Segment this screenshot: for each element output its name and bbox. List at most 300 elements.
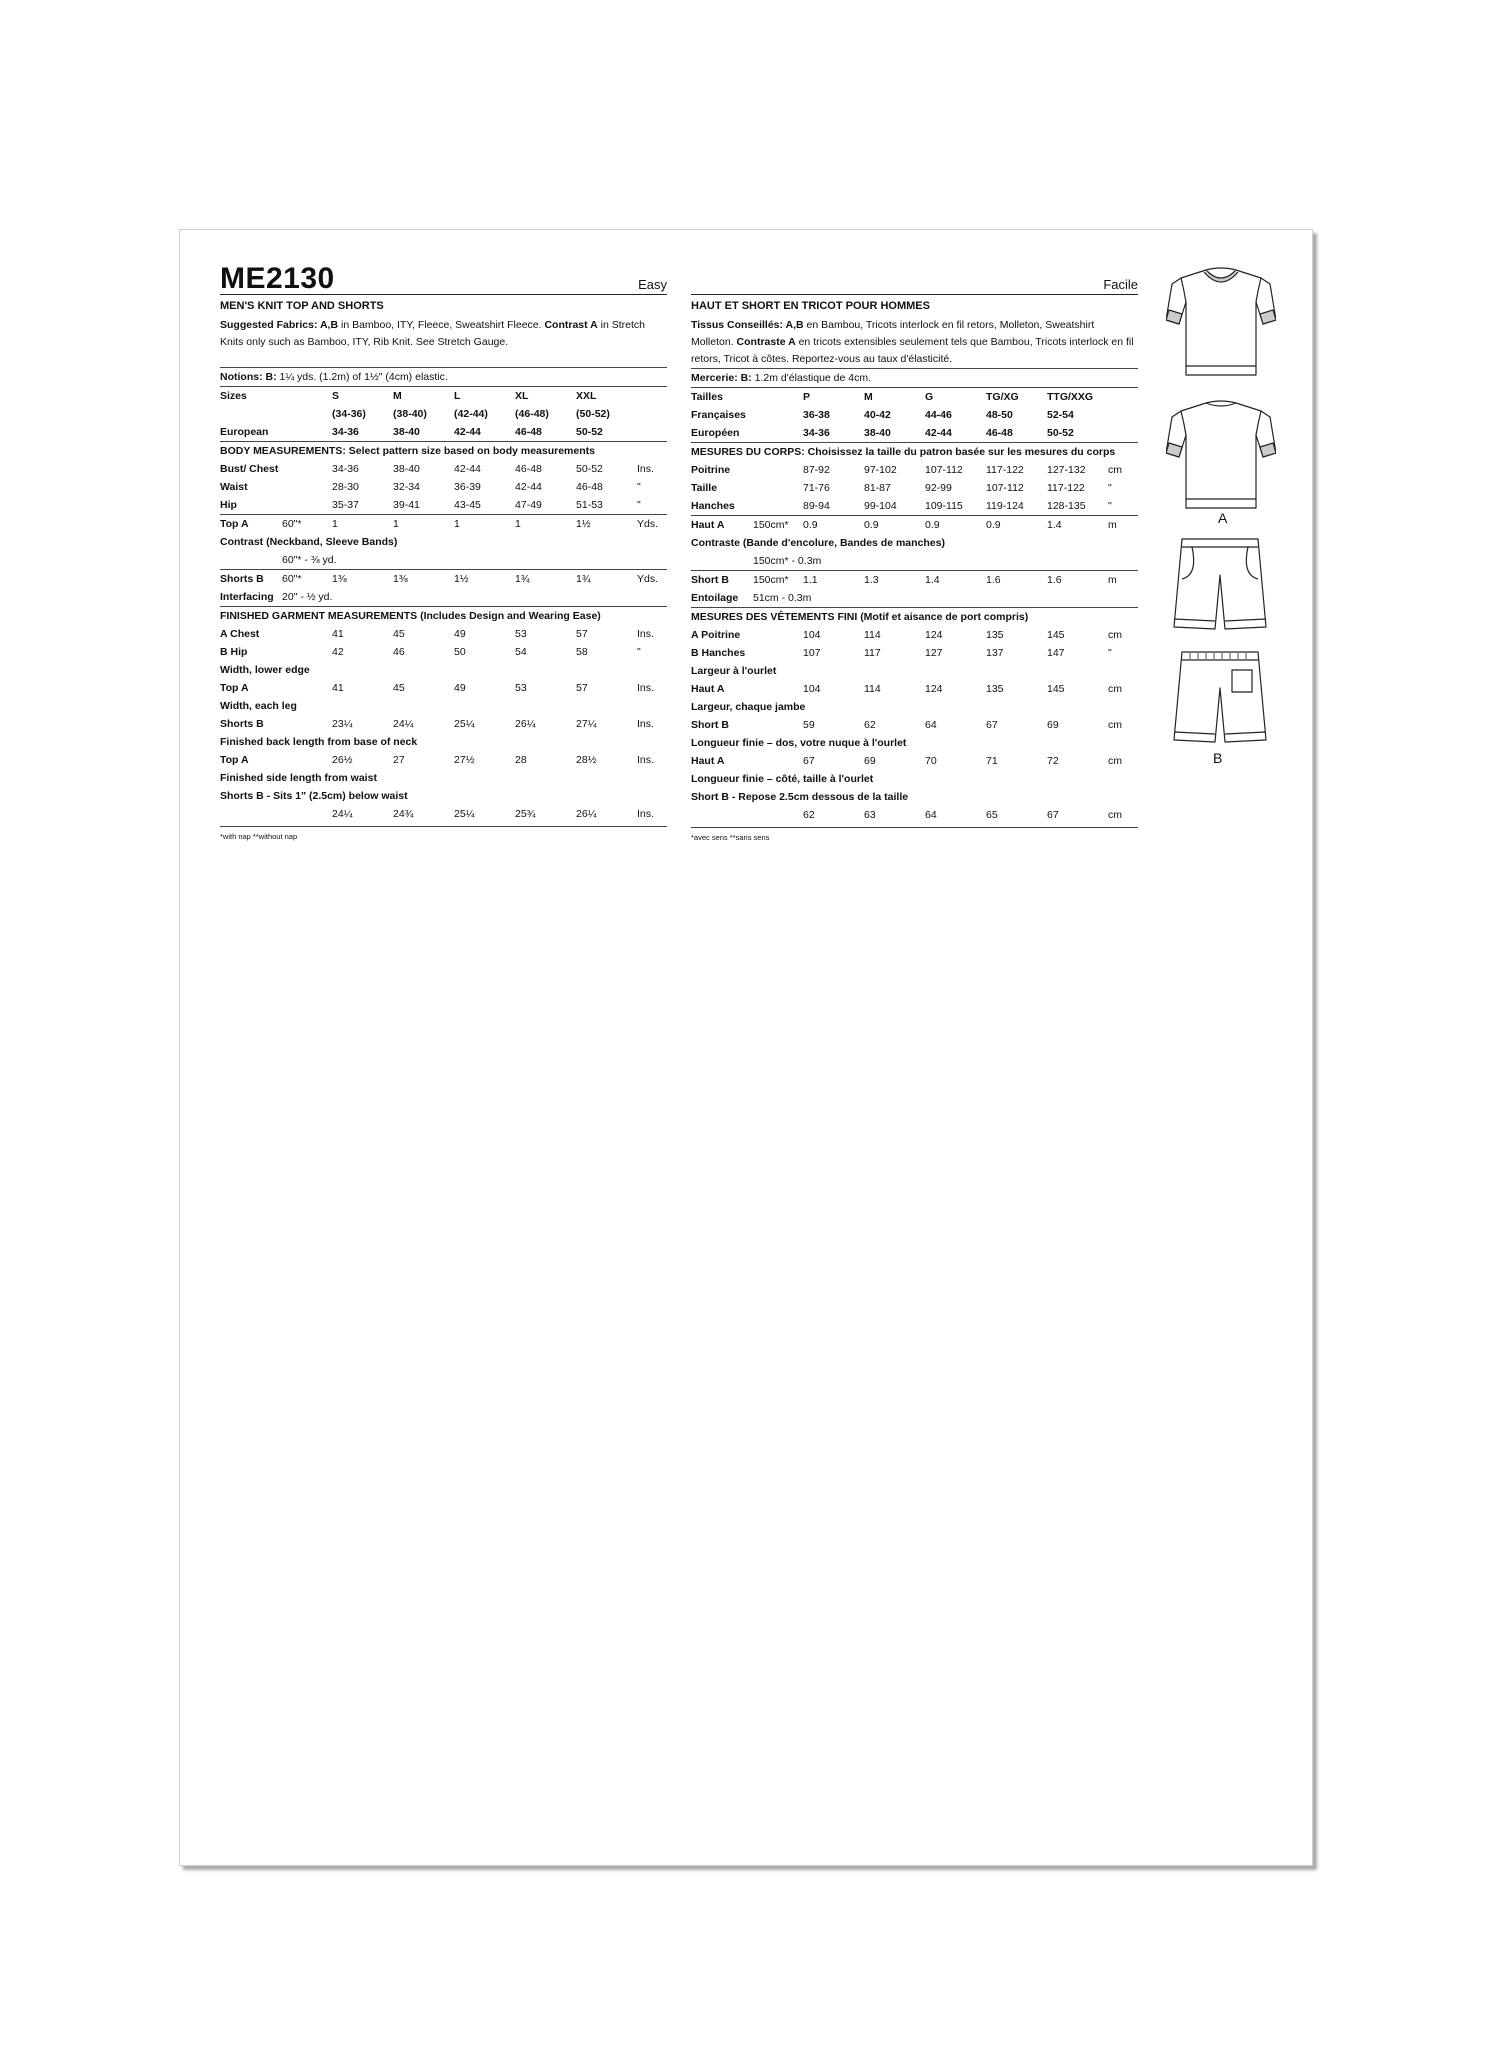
value-cell: 1.4 (1047, 516, 1108, 535)
european-cell: 38-40 (393, 426, 420, 438)
value-cell: 62 (864, 719, 876, 731)
value-cell: 107 (803, 647, 821, 659)
value-cell: 145 (1047, 629, 1065, 641)
row-label: Top A (220, 754, 249, 766)
row-label: B Hip (220, 646, 248, 658)
row-label: Longueur finie – côté, taille à l'ourlet (691, 773, 874, 785)
value-cell: 1 (515, 515, 576, 534)
fabrics-text: en Bambou, Tricots interlock en fil retors, Molleton, Sweatshirt Molleton. (691, 319, 1095, 348)
footnote: *avec sens **sans sens (691, 827, 1138, 842)
top-front-icon (1166, 262, 1276, 377)
unit-cell: Ins. (637, 463, 654, 475)
value-cell: 45 (393, 682, 405, 694)
european-row (220, 423, 667, 442)
contrast-text: in Stretch Knits only such as Bamboo, ITY, Rib Knit. See Stretch Gauge. (220, 319, 646, 348)
value-cell: 65 (986, 809, 998, 821)
value-cell: 41 (332, 628, 344, 640)
interfacing-row (220, 588, 667, 607)
value-cell: 1.3 (864, 571, 925, 590)
value-cell: 114 (864, 683, 881, 695)
french-column (691, 264, 1138, 842)
row-label: Largeur, chaque jambe (691, 701, 806, 713)
value-cell: 42-44 (515, 481, 542, 493)
value-cell: 25¼ (454, 808, 475, 820)
value-cell: 34-36 (332, 463, 359, 475)
european-cell: 34-36 (803, 427, 830, 439)
value-cell: 145 (1047, 683, 1065, 695)
value-cell: 109-115 (925, 500, 963, 512)
european-label: European (220, 426, 269, 438)
row-label: Width, lower edge (220, 664, 310, 676)
value-cell: 32-34 (393, 481, 420, 493)
row-label: Shorts B - Sits 1" (2.5cm) below waist (220, 790, 408, 802)
value-cell: 128-135 (1047, 500, 1086, 512)
contrast-value-row (691, 552, 1138, 571)
value-cell: 59 (803, 719, 815, 731)
unit-cell: m (1108, 516, 1138, 535)
bust-row (691, 461, 1138, 479)
unit-cell: cm (1108, 464, 1122, 476)
fabric-suggestions (220, 317, 667, 351)
notions-label: Mercerie: B: (691, 372, 752, 384)
size-sub-cell: 36-38 (803, 409, 830, 421)
value-cell: 46-48 (576, 481, 603, 493)
value-cell: 67 (803, 755, 815, 767)
unit-cell: cm (1108, 629, 1122, 641)
value-cell: 1 (393, 515, 454, 534)
value-cell: 1.4 (925, 571, 986, 590)
value-cell: 99-104 (864, 500, 897, 512)
row-label: Shorts B (220, 718, 264, 730)
back-length-heading-row (691, 734, 1138, 752)
value-cell: 119-124 (986, 500, 1024, 512)
value-cell: 26¼ (515, 718, 536, 730)
value-cell: 1⅜ (393, 570, 454, 589)
value-cell: 1½ (576, 515, 637, 534)
value-cell: 42-44 (454, 463, 481, 475)
row-label: Contraste (Bande d'encolure, Bandes de manches) (691, 537, 945, 549)
unit-cell: Yds. (637, 515, 667, 534)
notions-text: 1¼ yds. (1.2m) of 1½" (4cm) elastic. (276, 371, 448, 383)
value-cell: 107-112 (925, 464, 963, 476)
row-label: Haut A (691, 683, 725, 695)
value-cell: 24¾ (393, 808, 414, 820)
row-label: Entoilage (691, 592, 739, 604)
value-cell: 62 (803, 809, 815, 821)
value-cell: 41 (332, 682, 344, 694)
value-cell: 67 (986, 719, 998, 731)
english-column (220, 264, 667, 841)
shorts-back-icon (1170, 648, 1270, 748)
hip-row (691, 497, 1138, 516)
row-label: Haut A (691, 516, 753, 535)
value-cell: 69 (864, 755, 876, 767)
value-cell: 67 (1047, 809, 1059, 821)
width-leg-shorts-b-row (220, 715, 667, 733)
size-sub-cell: (46-48) (515, 408, 549, 420)
waist-row (220, 478, 667, 496)
garment-title: HAUT ET SHORT EN TRICOT POUR HOMMES (691, 300, 930, 312)
value-cell: 58 (576, 646, 588, 658)
row-label: Bust/ Chest (220, 463, 279, 475)
width-leg-shorts-b-row (691, 716, 1138, 734)
side-length-shorts-b-label-row (691, 788, 1138, 806)
unit-cell: cm (1108, 755, 1122, 767)
value-cell: 46-48 (515, 463, 542, 475)
value-cell: 71 (986, 755, 998, 767)
value-cell: 1 (332, 515, 393, 534)
shorts-b-yardage-row (691, 571, 1138, 590)
row-label: Taille (691, 482, 718, 494)
value-cell: 24¼ (393, 718, 414, 730)
side-length-shorts-b-label-row (220, 787, 667, 805)
finished-measurements-heading (691, 608, 1138, 627)
row-label: Shorts B (220, 570, 282, 589)
european-label: Européen (691, 427, 740, 439)
value-cell: 64 (925, 719, 937, 731)
hip-row (220, 496, 667, 515)
size-cell: TG/XG (986, 391, 1019, 403)
value-cell: 117 (864, 647, 881, 659)
waist-row (691, 479, 1138, 497)
back-length-top-a-row (220, 751, 667, 769)
value-cell: 27½ (454, 754, 475, 766)
notions (220, 367, 667, 387)
sizes-sub-label: Françaises (691, 409, 746, 421)
value-cell: 50-52 (576, 463, 603, 475)
a-chest-row (691, 626, 1138, 644)
european-cell: 42-44 (925, 427, 952, 439)
width-lower-top-a-row (220, 679, 667, 697)
value-cell: 49 (454, 628, 466, 640)
side-length-shorts-b-row (691, 806, 1138, 824)
value-cell: 1½ (454, 570, 515, 589)
shorts-front-icon (1170, 535, 1270, 635)
fabrics-text: in Bamboo, ITY, Fleece, Sweatshirt Fleece. (338, 319, 545, 331)
value-cell: 70 (925, 755, 937, 767)
contrast-text: en tricots extensibles seulement tels que Bambou, Tricots interlock en fil retors, Tricot à côtes. Reportez-vous au taux d'élasticité. (691, 336, 1134, 365)
side-length-heading-row (691, 770, 1138, 788)
width-lower-heading-row (220, 661, 667, 679)
value-cell: 25¼ (454, 718, 475, 730)
value-cell: 53 (515, 628, 527, 640)
value-cell: 1.6 (1047, 571, 1108, 590)
value-cell: 26½ (332, 754, 353, 766)
row-label: Short B (691, 719, 729, 731)
row-label: Short B (691, 571, 753, 590)
width-lower-heading-row (691, 662, 1138, 680)
value-cell: 107-112 (986, 482, 1024, 494)
unit-cell: " (637, 646, 641, 658)
value-cell: 1.1 (803, 571, 864, 590)
value-cell: 117-122 (986, 464, 1024, 476)
row-label: Top A (220, 682, 249, 694)
row-label: Poitrine (691, 464, 731, 476)
unit-cell: " (637, 481, 641, 493)
size-sub-cell: 40-42 (864, 409, 891, 421)
value-cell: 0.9 (803, 516, 864, 535)
value-cell: 117-122 (1047, 482, 1085, 494)
unit-cell: Ins. (637, 754, 654, 766)
value-cell: 1⅜ (332, 570, 393, 589)
side-length-heading-row (220, 769, 667, 787)
value-cell: 97-102 (864, 464, 897, 476)
value-cell: 92-99 (925, 482, 952, 494)
footnote: *with nap **without nap (220, 826, 667, 841)
value-cell: 69 (1047, 719, 1059, 731)
title-bar (691, 264, 1138, 295)
b-hip-row (220, 643, 667, 661)
value-cell: 43-45 (454, 499, 481, 511)
unit-cell: Yds. (637, 570, 667, 589)
value-cell: 51-53 (576, 499, 603, 511)
value-cell: 25¾ (515, 808, 536, 820)
view-a-label: A (1218, 510, 1228, 526)
size-cell: S (332, 390, 340, 402)
value-cell: 87-92 (803, 464, 830, 476)
size-cell: XXL (576, 390, 597, 402)
value-cell: 38-40 (393, 463, 420, 475)
value-cell: 1.6 (986, 571, 1047, 590)
top-back-icon (1166, 395, 1276, 510)
fabrics-label: Suggested Fabrics: A,B (220, 319, 339, 331)
size-sub-cell: (34-36) (332, 408, 366, 420)
european-cell: 46-48 (515, 426, 542, 438)
value-cell: 64 (925, 809, 937, 821)
sizes-label: Tailles (691, 391, 723, 403)
value-cell: 135 (986, 683, 1004, 695)
value-cell: 127-132 (1047, 464, 1086, 476)
size-cell: G (925, 391, 934, 403)
value-cell: 104 (803, 683, 821, 695)
value-cell: 54 (515, 646, 527, 658)
unit-cell: cm (1108, 719, 1122, 731)
contrast-row (220, 533, 667, 551)
row-label: Interfacing (220, 591, 274, 603)
value-cell: 39-41 (393, 499, 420, 511)
unit-cell: cm (1108, 683, 1122, 695)
value-cell: 72 (1047, 755, 1059, 767)
value-cell: 1¾ (515, 570, 576, 589)
value-cell: 135 (986, 629, 1004, 641)
value-cell: 137 (986, 647, 1004, 659)
row-label: Short B - Repose 2.5cm dessous de la taille (691, 791, 909, 803)
value-cell: 50 (454, 646, 466, 658)
title-bar (220, 264, 667, 295)
unit-cell: cm (1108, 809, 1122, 821)
notions-label: Notions: B: (220, 371, 277, 383)
value-cell: 60"* - ⅜ yd. (282, 554, 337, 566)
shorts-back-drawing (1170, 648, 1270, 748)
european-cell: 42-44 (454, 426, 481, 438)
value-cell: 51cm - 0.3m (753, 592, 812, 604)
unit-cell: " (1108, 647, 1112, 659)
value-cell: 24¼ (332, 808, 353, 820)
size-cell: L (454, 390, 461, 402)
size-sub-cell: 44-46 (925, 409, 952, 421)
value-cell: 127 (925, 647, 943, 659)
row-label: Width, each leg (220, 700, 297, 712)
value-cell: 0.9 (864, 516, 925, 535)
unit-cell: Ins. (637, 718, 654, 730)
row-label: Hanches (691, 500, 735, 512)
sizes-sub-row (691, 406, 1138, 424)
row-label: Top A (220, 515, 282, 534)
value-cell: 28-30 (332, 481, 359, 493)
size-sub-cell: (42-44) (454, 408, 488, 420)
pattern-number: ME2130 (220, 262, 335, 295)
body-measurements-heading (691, 443, 1138, 462)
value-cell: 23¼ (332, 718, 353, 730)
size-cell: XL (515, 390, 529, 402)
value-cell: 47-49 (515, 499, 542, 511)
row-label: Haut A (691, 755, 725, 767)
row-label: Largeur à l'ourlet (691, 665, 777, 677)
european-cell: 50-52 (576, 426, 603, 438)
width-lower-top-a-row (691, 680, 1138, 698)
sizes-sub-row (220, 405, 667, 423)
contrast-row (691, 534, 1138, 552)
shorts-front-drawing (1170, 535, 1270, 635)
value-cell: 36-39 (454, 481, 481, 493)
row-label: Contrast (Neckband, Sleeve Bands) (220, 536, 398, 548)
notions-text: 1.2m d'élastique de 4cm. (751, 372, 872, 384)
value-cell: 0.9 (925, 516, 986, 535)
top-a-yardage-row (691, 516, 1138, 535)
value-cell: 53 (515, 682, 527, 694)
unit-cell: " (637, 499, 641, 511)
value-cell: 147 (1047, 647, 1065, 659)
fabric-suggestions (691, 317, 1138, 368)
row-label: A Chest (220, 628, 260, 640)
fabric-width: 150cm* (753, 571, 803, 590)
european-cell: 38-40 (864, 427, 891, 439)
value-cell: 28 (515, 754, 527, 766)
row-label: Waist (220, 481, 248, 493)
measurement-table (220, 387, 667, 823)
width-leg-heading-row (691, 698, 1138, 716)
value-cell: 63 (864, 809, 876, 821)
sizes-label: Sizes (220, 390, 247, 402)
value-cell: 71-76 (803, 482, 830, 494)
interfacing-row (691, 589, 1138, 608)
value-cell: 1 (454, 515, 515, 534)
view-b-label: B (1213, 750, 1223, 766)
value-cell: 114 (864, 629, 881, 641)
contrast-value-row (220, 551, 667, 570)
width-leg-heading-row (220, 697, 667, 715)
value-cell: 57 (576, 682, 588, 694)
finished-measurements-heading (220, 607, 667, 626)
fabric-width: 60"* (282, 570, 332, 589)
unit-cell: Ins. (637, 628, 654, 640)
section-heading: MESURES DU CORPS: Choisissez la taille du patron basée sur les mesures du corps (691, 443, 1138, 462)
value-cell: 150cm* - 0.3m (753, 555, 822, 567)
fabric-width: 150cm* (753, 516, 803, 535)
row-label: Hip (220, 499, 237, 511)
top-front-drawing (1166, 262, 1276, 377)
body-measurements-heading (220, 442, 667, 461)
a-chest-row (220, 625, 667, 643)
size-cell: TTG/XXG (1047, 391, 1094, 403)
contrast-label: Contrast A (544, 319, 598, 331)
size-sub-cell: (38-40) (393, 408, 427, 420)
value-cell: 28½ (576, 754, 597, 766)
back-length-heading-row (220, 733, 667, 751)
size-sub-cell: 52-54 (1047, 409, 1074, 421)
difficulty-level: Facile (1103, 277, 1138, 292)
unit-cell: " (1108, 482, 1112, 494)
value-cell: 0.9 (986, 516, 1047, 535)
sizes-row (691, 388, 1138, 406)
row-label: A Poitrine (691, 629, 741, 641)
size-cell: P (803, 391, 811, 403)
size-cell: M (864, 391, 873, 403)
row-label: Longueur finie – dos, votre nuque à l'ourlet (691, 737, 907, 749)
value-cell: 46 (393, 646, 405, 658)
value-cell: 20" - ½ yd. (282, 591, 333, 603)
european-cell: 34-36 (332, 426, 359, 438)
fabric-width: 60"* (282, 515, 332, 534)
sizes-row (220, 387, 667, 405)
notions (691, 368, 1138, 388)
value-cell: 81-87 (864, 482, 891, 494)
difficulty-level: Easy (638, 277, 667, 292)
value-cell: 1¾ (576, 570, 637, 589)
size-sub-cell: (50-52) (576, 408, 610, 420)
unit-cell: Ins. (637, 682, 654, 694)
back-length-top-a-row (691, 752, 1138, 770)
row-label: Finished back length from base of neck (220, 736, 418, 748)
fabrics-label: Tissus Conseillés: A,B (691, 319, 804, 331)
european-cell: 46-48 (986, 427, 1013, 439)
value-cell: 89-94 (803, 500, 830, 512)
row-label: Finished side length from waist (220, 772, 377, 784)
section-heading: FINISHED GARMENT MEASUREMENTS (Includes Design and Wearing Ease) (220, 607, 667, 626)
value-cell: 35-37 (332, 499, 359, 511)
value-cell: 26¼ (576, 808, 597, 820)
contrast-label: Contraste A (736, 336, 796, 348)
unit-cell: m (1108, 571, 1138, 590)
shorts-b-yardage-row (220, 570, 667, 589)
pattern-envelope-back (179, 229, 1313, 1866)
value-cell: 49 (454, 682, 466, 694)
measurement-table (691, 388, 1138, 824)
european-row (691, 424, 1138, 443)
value-cell: 57 (576, 628, 588, 640)
unit-cell: Ins. (637, 808, 654, 820)
value-cell: 124 (925, 683, 943, 695)
top-back-drawing (1166, 395, 1276, 510)
bust-row (220, 460, 667, 478)
b-hip-row (691, 644, 1138, 662)
garment-title: MEN'S KNIT TOP AND SHORTS (220, 300, 384, 312)
value-cell: 104 (803, 629, 821, 641)
section-heading: MESURES DES VÊTEMENTS FINI (Motif et aisance de port compris) (691, 608, 1138, 627)
value-cell: 45 (393, 628, 405, 640)
value-cell: 27¼ (576, 718, 597, 730)
section-heading: BODY MEASUREMENTS: Select pattern size based on body measurements (220, 442, 667, 461)
value-cell: 42 (332, 646, 344, 658)
top-a-yardage-row (220, 515, 667, 534)
value-cell: 124 (925, 629, 943, 641)
size-sub-cell: 48-50 (986, 409, 1013, 421)
size-cell: M (393, 390, 402, 402)
row-label: B Hanches (691, 647, 746, 659)
side-length-shorts-b-row (220, 805, 667, 823)
value-cell: 27 (393, 754, 405, 766)
unit-cell: " (1108, 500, 1112, 512)
